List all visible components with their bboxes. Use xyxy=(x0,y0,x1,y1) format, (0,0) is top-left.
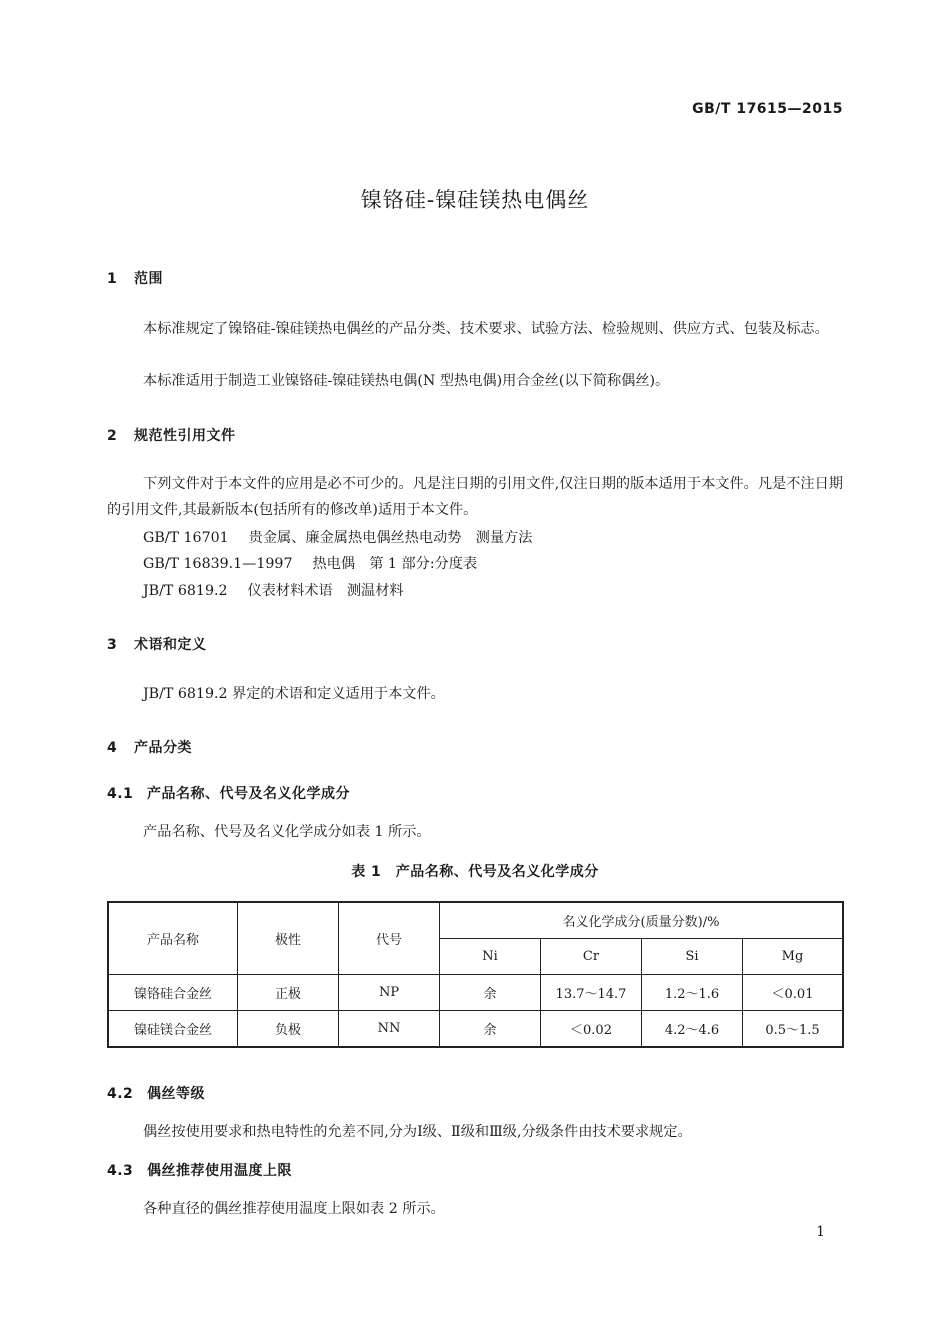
cell-product-name: 镍硅镁合金丝 xyxy=(108,1011,238,1048)
cell-code: NN xyxy=(339,1011,440,1048)
cell-si: 1.2～1.6 xyxy=(642,975,743,1011)
paragraph-text: 下列文件对于本文件的应用是必不可少的。凡是注日期的引用文件,仅注日期的版本适用于本文件。凡是不注日期的引用文件,其最新版本(包括所有的修改单)适用于本文件。 xyxy=(107,476,843,518)
section-title: 产品分类 xyxy=(134,740,192,756)
reference-code: JB/T 6819.2 xyxy=(143,583,228,599)
header-polarity: 极性 xyxy=(238,902,339,975)
normative-reference xyxy=(143,527,532,547)
section-4-heading xyxy=(107,737,192,757)
header-ni: Ni xyxy=(440,939,541,975)
header-si: Si xyxy=(642,939,743,975)
cell-product-name: 镍铬硅合金丝 xyxy=(108,975,238,1011)
header-mg: Mg xyxy=(743,939,844,975)
header-cr: Cr xyxy=(541,939,642,975)
table-1 xyxy=(107,901,844,1048)
standard-code: GB/T 17615—2015 xyxy=(692,101,843,117)
page-number: 1 xyxy=(816,1224,825,1240)
section-1-paragraph-1 xyxy=(107,316,843,342)
header-composition: 名义化学成分(质量分数)/% xyxy=(440,902,844,939)
section-title: 术语和定义 xyxy=(134,637,207,653)
reference-code: GB/T 16839.1—1997 xyxy=(143,556,293,572)
section-2-heading xyxy=(107,425,236,445)
cell-mg: ＜0.01 xyxy=(743,975,844,1011)
cell-cr: 13.7～14.7 xyxy=(541,975,642,1011)
section-3-heading xyxy=(107,634,207,654)
subsection-4-2-paragraph: 偶丝按使用要求和热电特性的允差不同,分为Ⅰ级、Ⅱ级和Ⅲ级,分级条件由技术要求规定。 xyxy=(143,1124,692,1140)
section-number: 4.3 xyxy=(107,1163,134,1179)
normative-reference xyxy=(143,553,477,573)
cell-ni: 余 xyxy=(440,975,541,1011)
section-number: 4 xyxy=(107,740,118,756)
reference-title: 贵金属、廉金属热电偶丝热电动势 测量方法 xyxy=(248,530,533,546)
section-number: 2 xyxy=(107,428,118,444)
cell-polarity: 正极 xyxy=(238,975,339,1011)
reference-title: 仪表材料术语 测温材料 xyxy=(247,583,404,599)
section-number: 4.1 xyxy=(107,786,134,802)
section-3-paragraph-1: JB/T 6819.2 界定的术语和定义适用于本文件。 xyxy=(143,686,445,702)
header-product-name: 产品名称 xyxy=(108,902,238,975)
subsection-4-3-heading xyxy=(107,1160,292,1180)
section-1-heading xyxy=(107,268,163,288)
table-header-row xyxy=(108,902,843,939)
section-title: 规范性引用文件 xyxy=(134,428,236,444)
section-1-paragraph-2 xyxy=(107,368,843,394)
subsection-4-2-heading xyxy=(107,1083,205,1103)
section-title: 产品名称、代号及名义化学成分 xyxy=(147,786,350,802)
section-number: 3 xyxy=(107,637,118,653)
cell-polarity: 负极 xyxy=(238,1011,339,1048)
header-code: 代号 xyxy=(339,902,440,975)
cell-code: NP xyxy=(339,975,440,1011)
paragraph-text: 本标准适用于制造工业镍铬硅-镍硅镁热电偶(N 型热电偶)用合金丝(以下简称偶丝)。 xyxy=(143,373,670,389)
cell-mg: 0.5～1.5 xyxy=(743,1011,844,1048)
document-title: 镍铬硅-镍硅镁热电偶丝 xyxy=(360,188,590,212)
cell-ni: 余 xyxy=(440,1011,541,1048)
subsection-4-1-paragraph: 产品名称、代号及名义化学成分如表 1 所示。 xyxy=(143,824,431,840)
section-number: 4.2 xyxy=(107,1086,134,1102)
table-row xyxy=(108,975,843,1011)
cell-si: 4.2～4.6 xyxy=(642,1011,743,1048)
section-number: 1 xyxy=(107,271,118,287)
paragraph-text: 本标准规定了镍铬硅-镍硅镁热电偶丝的产品分类、技术要求、试验方法、检验规则、供应方式、包装及标志。 xyxy=(143,321,829,337)
section-2-paragraph-1 xyxy=(107,471,843,523)
table-row xyxy=(108,1011,843,1048)
section-title: 偶丝推荐使用温度上限 xyxy=(147,1163,292,1179)
reference-title: 热电偶 第 1 部分:分度表 xyxy=(312,556,478,572)
section-title: 偶丝等级 xyxy=(147,1086,205,1102)
cell-cr: ＜0.02 xyxy=(541,1011,642,1048)
subsection-4-3-paragraph: 各种直径的偶丝推荐使用温度上限如表 2 所示。 xyxy=(143,1201,445,1217)
table-1-caption: 表 1 产品名称、代号及名义化学成分 xyxy=(351,864,599,880)
reference-code: GB/T 16701 xyxy=(143,530,229,546)
subsection-4-1-heading xyxy=(107,783,350,803)
section-title: 范围 xyxy=(134,271,163,287)
normative-reference xyxy=(143,580,404,600)
